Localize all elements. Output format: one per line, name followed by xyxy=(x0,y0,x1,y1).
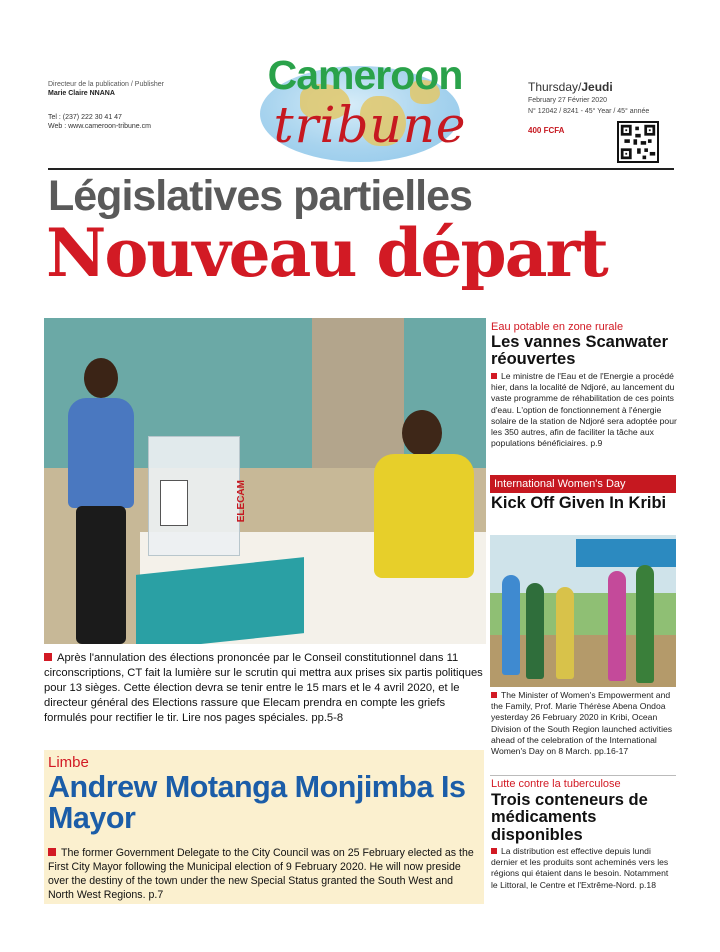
women-title: Kick Off Given In Kribi xyxy=(491,494,667,512)
ballot-box-label: ELECAM xyxy=(236,480,247,523)
masthead-publisher-info xyxy=(48,80,248,132)
edition-info xyxy=(528,78,698,137)
women-body-text: The Minister of Women's Empowerment and the Family, Prof. Marie Thérèse Abena Ondoa yesterday 26 February 2020 in Kribi, Ocean Division of the South Region launched activities ahead of the celebration of the International Women's Day on 8 March. pp.16-17 xyxy=(491,690,673,756)
section-divider xyxy=(490,775,676,776)
tb-title: Trois conteneurs de médicaments disponibles xyxy=(491,791,648,844)
lead-kicker: Législatives partielles xyxy=(48,172,472,220)
logo-cameroon: Cameroon xyxy=(267,52,463,98)
water-title: Les vannes Scanwater réouvertes xyxy=(491,333,669,369)
women-kicker: International Women's Day xyxy=(490,475,676,493)
logo-tribune: tribune xyxy=(273,96,467,154)
bullet-square-icon xyxy=(44,653,52,661)
director-role: Directeur de la publication / Publisher xyxy=(48,81,164,88)
lead-caption xyxy=(44,651,484,726)
tb-body xyxy=(491,846,677,891)
tb-body-text: La distribution est effective depuis lundi dernier et les produits sont acheminés vers les régions qui étaient dans le besoin. Notamment le Littoral, le Centre et l'Extrême-Nord. p.18 xyxy=(491,846,669,890)
lead-photo xyxy=(44,318,486,644)
edition-date: February 27 Février 2020 xyxy=(528,97,607,104)
women-body xyxy=(491,690,677,757)
telephone: Tel : (237) 222 30 41 47 xyxy=(48,113,122,121)
poll-officer-figure xyxy=(366,410,484,578)
bullet-square-icon xyxy=(491,848,497,854)
voter-figure xyxy=(56,358,152,644)
lead-caption-text: Après l'annulation des élections prononcée par le Conseil constitutionnel dans 11 circonscriptions, CT fait la lumière sur le scrutin qui mettra aux prises six partis politiques pour 13 sièges. Cette élection devra se tenir entre le 15 mars et le 4 avril 2020, et le directeur général des Elections rassure que Elecam prendra en compte les griefs formulés pour rectifier le tir. Lire nos pages spéciales. pp.5-8 xyxy=(44,652,483,724)
day-english: Thursday/ xyxy=(528,80,582,94)
bullet-square-icon xyxy=(48,848,56,856)
price: 400 FCFA xyxy=(528,126,565,135)
limbe-title: Andrew Motanga Monjimba Is Mayor xyxy=(48,770,466,836)
website: Web : www.cameroon-tribune.cm xyxy=(48,123,151,131)
cameroon-tribune-logo xyxy=(240,50,490,170)
limbe-body xyxy=(48,846,480,902)
tb-kicker: Lutte contre la tuberculose xyxy=(491,778,621,790)
limbe-kicker: Limbe xyxy=(48,754,89,771)
limbe-body-text: The former Government Delegate to the City Council was on 25 February elected as the First City Mayor following the Municipal election of 9 February 2020. He will now preside over the destiny of the town under the new Special Status granted the South West and North West Regions. p.7 xyxy=(48,847,474,902)
bullet-square-icon xyxy=(491,373,497,379)
qr-code-icon xyxy=(617,121,659,163)
water-body-text: Le ministre de l'Eau et de l'Energie a procédé hier, dans la localité de Ndjoré, au lancement du vaste programme de réhabilitation de ces points d'eau. L'option de fonctionnement à l'énergie solaire de la station de Ndjoré sera adoptée pour les 350 autres, afin de faciliter la tâche aux populations bénéficiaires. p.9 xyxy=(491,371,677,449)
water-body xyxy=(491,371,677,449)
lead-headline: Nouveau départ xyxy=(46,214,607,292)
water-kicker: Eau potable en zone rurale xyxy=(491,321,624,333)
women-day-photo xyxy=(490,535,676,687)
bullet-square-icon xyxy=(491,692,497,698)
limbe-story xyxy=(44,750,484,904)
issue-number: N° 12042 / 8241 - 45° Year / 45° année xyxy=(528,107,650,115)
day-french: Jeudi xyxy=(581,80,613,94)
director-name: Marie Claire NNANA xyxy=(48,90,115,98)
masthead-rule xyxy=(48,168,674,170)
